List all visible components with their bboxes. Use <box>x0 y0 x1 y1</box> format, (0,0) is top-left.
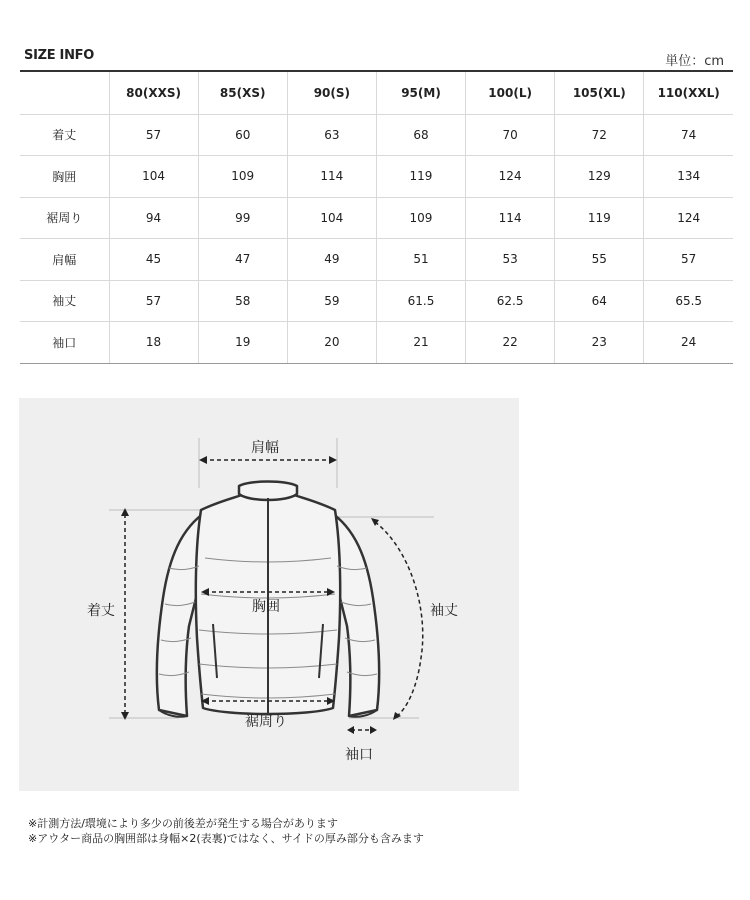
table-row <box>20 280 733 322</box>
table-row <box>20 156 733 198</box>
table-cell: 119 <box>376 156 465 198</box>
table-cell: 55 <box>555 239 644 281</box>
table-cell: 60 <box>198 114 287 156</box>
table-cell: 47 <box>198 239 287 281</box>
table-cell: 21 <box>376 322 465 364</box>
table-cell: 58 <box>198 280 287 322</box>
header-size-105: 105(XL) <box>555 71 644 114</box>
header-size-90: 90(S) <box>287 71 376 114</box>
table-cell: 57 <box>109 280 198 322</box>
table-cell: 59 <box>287 280 376 322</box>
table-row <box>20 239 733 281</box>
cuff-label: 袖口 <box>345 747 373 763</box>
table-cell: 51 <box>376 239 465 281</box>
table-cell: 74 <box>644 114 733 156</box>
table-cell: 20 <box>287 322 376 364</box>
table-cell: 94 <box>109 197 198 239</box>
table-cell: 68 <box>376 114 465 156</box>
row-label: 裾周り <box>20 197 109 239</box>
size-table <box>20 70 733 364</box>
table-cell: 99 <box>198 197 287 239</box>
table-cell: 64 <box>555 280 644 322</box>
table-cell: 57 <box>644 239 733 281</box>
table-cell: 61.5 <box>376 280 465 322</box>
table-cell: 104 <box>109 156 198 198</box>
table-cell: 70 <box>466 114 555 156</box>
unit-label: 単位：cm <box>665 54 724 69</box>
table-cell: 114 <box>466 197 555 239</box>
header-size-80: 80(XXS) <box>109 71 198 114</box>
table-cell: 119 <box>555 197 644 239</box>
row-label: 胸囲 <box>20 156 109 198</box>
table-cell: 19 <box>198 322 287 364</box>
table-cell: 114 <box>287 156 376 198</box>
table-cell: 18 <box>109 322 198 364</box>
table-cell: 134 <box>644 156 733 198</box>
table-cell: 124 <box>466 156 555 198</box>
table-cell: 129 <box>555 156 644 198</box>
table-cell: 109 <box>376 197 465 239</box>
table-row <box>20 322 733 364</box>
row-label: 着丈 <box>20 114 109 156</box>
measurement-diagram <box>19 398 519 791</box>
table-row <box>20 197 733 239</box>
header-blank-cell <box>20 71 109 114</box>
sleeve-length-label: 袖丈 <box>430 603 458 619</box>
header-size-95: 95(M) <box>376 71 465 114</box>
note-chest: ※アウター商品の胸囲部は身幅×2(表裏)ではなく、サイドの厚み部分も含みます <box>28 832 424 845</box>
table-cell: 45 <box>109 239 198 281</box>
table-cell: 62.5 <box>466 280 555 322</box>
table-cell: 57 <box>109 114 198 156</box>
table-cell: 109 <box>198 156 287 198</box>
length-label: 着丈 <box>87 603 115 619</box>
hem-label: 裾周り <box>245 714 287 730</box>
header-size-110: 110(XXL) <box>644 71 733 114</box>
table-cell: 104 <box>287 197 376 239</box>
table-cell: 23 <box>555 322 644 364</box>
shoulder-width-label: 肩幅 <box>251 440 279 456</box>
table-header-row <box>20 71 733 114</box>
table-cell: 63 <box>287 114 376 156</box>
table-cell: 49 <box>287 239 376 281</box>
row-label: 袖口 <box>20 322 109 364</box>
chest-label: 胸囲 <box>252 599 280 615</box>
table-cell: 53 <box>466 239 555 281</box>
table-cell: 24 <box>644 322 733 364</box>
header-size-85: 85(XS) <box>198 71 287 114</box>
size-info-title: SIZE INFO <box>24 48 94 63</box>
table-cell: 22 <box>466 322 555 364</box>
note-measurement: ※計測方法/環境により多少の前後差が発生する場合があります <box>28 817 338 830</box>
row-label: 袖丈 <box>20 280 109 322</box>
row-label: 肩幅 <box>20 239 109 281</box>
table-row <box>20 114 733 156</box>
table-cell: 72 <box>555 114 644 156</box>
table-cell: 124 <box>644 197 733 239</box>
header-size-100: 100(L) <box>466 71 555 114</box>
table-cell: 65.5 <box>644 280 733 322</box>
